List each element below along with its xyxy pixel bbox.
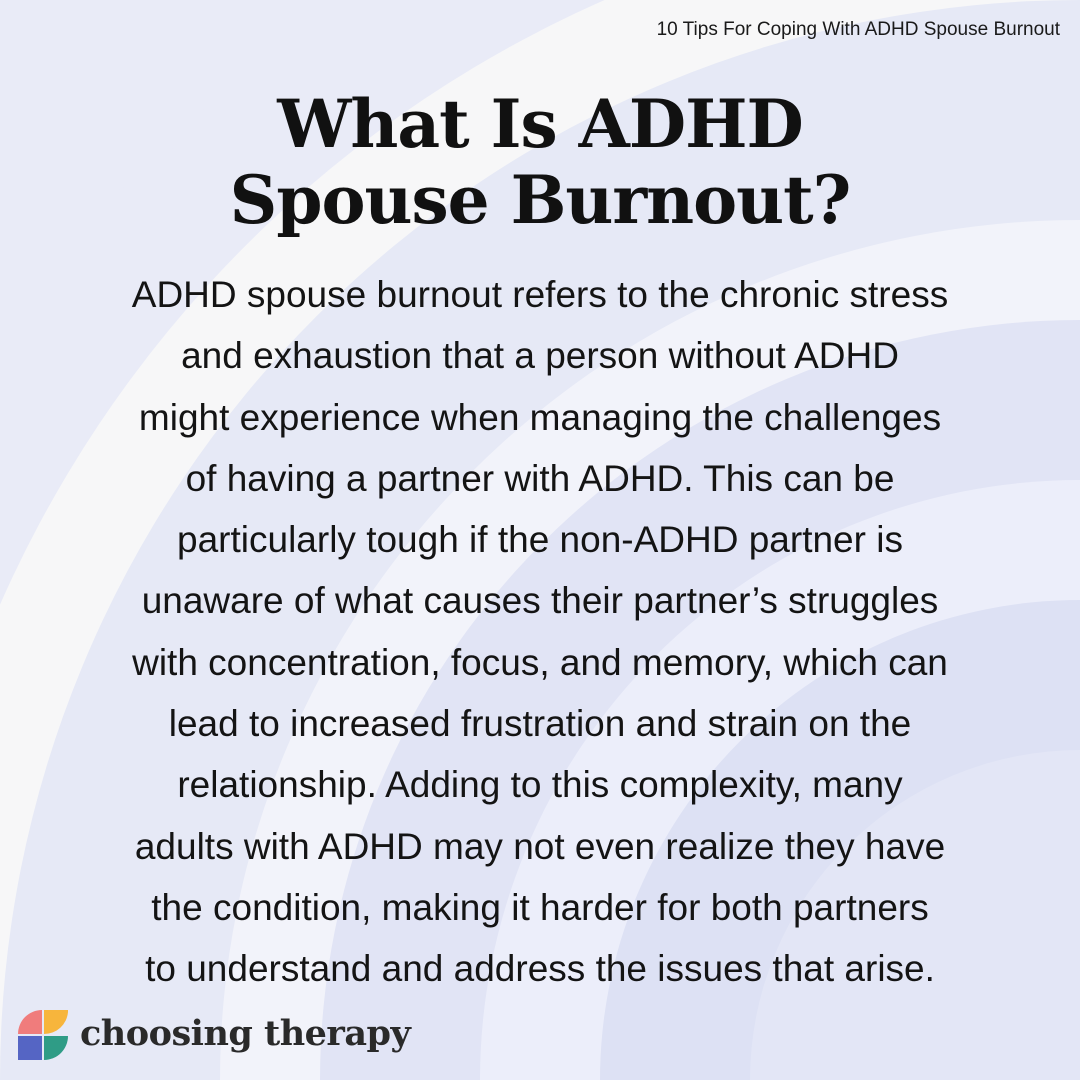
brand-name: choosing therapy bbox=[80, 1013, 411, 1054]
choosing-therapy-logo-icon bbox=[16, 1008, 70, 1062]
body-line: ADHD spouse burnout refers to the chronic stress bbox=[131, 274, 949, 315]
body-line: of having a partner with ADHD. This can be bbox=[185, 457, 895, 499]
body-line: to understand and address the issues that arise. bbox=[145, 948, 935, 990]
body-line: and exhaustion that a person without ADHD bbox=[181, 335, 899, 377]
body-line: might experience when managing the challenges bbox=[138, 396, 942, 438]
page-title bbox=[0, 86, 1080, 238]
body-line: with concentration, focus, and memory, which can bbox=[132, 641, 948, 683]
page-title-line: What Is ADHD bbox=[277, 85, 803, 163]
body-paragraph bbox=[40, 264, 1040, 1000]
body-line: the condition, making it harder for both partners bbox=[151, 886, 929, 928]
body-line: adults with ADHD may not even realize they have bbox=[134, 825, 946, 867]
page-title-line: Spouse Burnout? bbox=[229, 161, 851, 239]
body-line: particularly tough if the non-ADHD partner is bbox=[177, 519, 903, 561]
series-title: 10 Tips For Coping With ADHD Spouse Burnout bbox=[656, 19, 1060, 40]
body-line: relationship. Adding to this complexity, many bbox=[177, 764, 903, 806]
body-line: lead to increased frustration and strain on the bbox=[168, 703, 912, 745]
body-line: unaware of what causes their partner’s struggles bbox=[141, 580, 939, 622]
